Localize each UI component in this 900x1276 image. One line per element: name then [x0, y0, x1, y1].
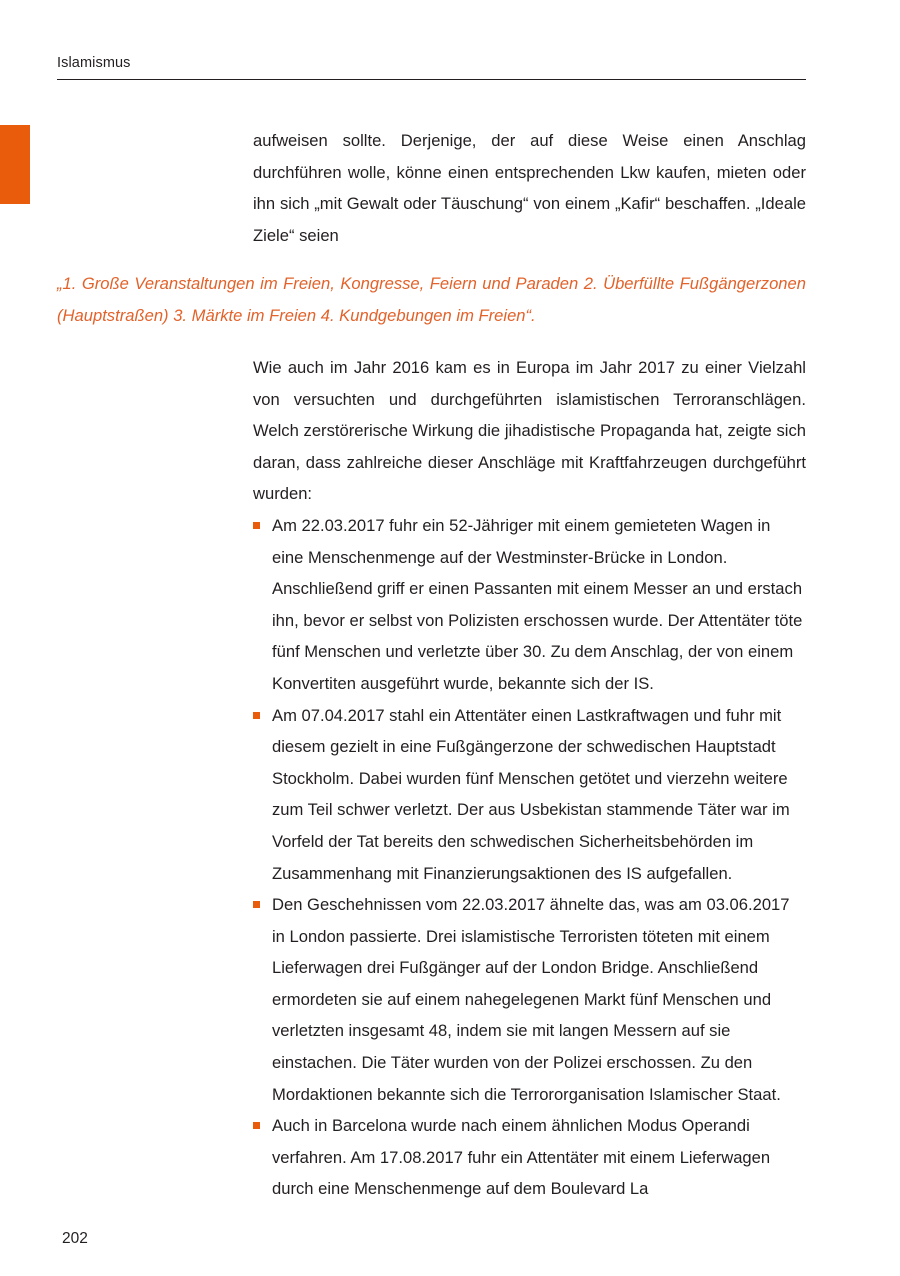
list-item-text: Auch in Barcelona wurde nach einem ähnlichen Modus Operandi verfahren. Am 17.08.2017 fuhr ein Attentäter mit einem Lieferwagen durch eine Menschenmenge auf dem Boulevard La: [272, 1116, 771, 1199]
square-bullet-icon: [253, 712, 260, 719]
pull-quote: „1. Große Veranstaltungen im Freien, Kongresse, Feiern und Paraden 2. Überfüllte Fußgängerzonen (Hauptstraßen) 3. Märkte im Freien 4. Kundgebungen im Freien“.: [57, 274, 806, 325]
square-bullet-icon: [253, 1122, 260, 1129]
list-item: [253, 510, 806, 700]
square-bullet-icon: [253, 522, 260, 529]
running-head-title: Islamismus: [57, 55, 131, 71]
running-head-rule: [57, 79, 806, 80]
body-column-top: [253, 125, 806, 251]
square-bullet-icon: [253, 901, 260, 908]
running-head: [57, 54, 807, 80]
list-item: [253, 700, 806, 890]
body-column-main: [253, 352, 806, 1205]
paragraph-top: aufweisen sollte. Derjenige, der auf diese Weise einen Anschlag durchführen wolle, könne einen entsprechenden Lkw kaufen, mieten oder ihn sich „mit Gewalt oder Täuschung“ von einem „Kafir“ beschaffen. „Ideale Ziele“ seien: [253, 131, 806, 245]
paragraph-after-quote: Wie auch im Jahr 2016 kam es in Europa im Jahr 2017 zu einer Vielzahl von versuchten und durchgeführten islamistischen Terroranschlägen. Welch zerstörerische Wirkung die jihadistische Propaganda hat, zeigte sich daran, dass zahlreiche dieser Anschläge mit Kraftfahrzeugen durchgeführt wurden:: [253, 358, 806, 504]
list-item-text: Den Geschehnissen vom 22.03.2017 ähnelte das, was am 03.06.2017 in London passierte. Drei islamistische Terroristen töteten mit einem Lieferwagen drei Fußgänger auf der London Bridge. Anschließend ermordeten sie auf einem nahegelegenen Markt fünf Menschen und verletzten insgesamt 48, indem sie mit langen Messern auf sie einstachen. Die Täter wurden von der Polizei erschossen. Zu den Mordaktionen bekannte sich die Terrororganisation Islamischer Staat.: [272, 895, 790, 1104]
chapter-tab-marker: [0, 125, 30, 204]
list-item-text: Am 07.04.2017 stahl ein Attentäter einen Lastkraftwagen und fuhr mit diesem gezielt in eine Fußgängerzone der schwedischen Hauptstadt Stockholm. Dabei wurden fünf Menschen getötet und vierzehn weitere zum Teil schwer verletzt. Der aus Usbekistan stammende Täter war im Vorfeld der Tat bereits den schwedischen Sicherheitsbehörden im Zusammenhang mit Finanzierungsaktionen des IS aufgefallen.: [272, 705, 790, 883]
attack-list: [253, 510, 806, 1205]
list-item: [253, 1110, 806, 1205]
page-number: 202: [62, 1230, 88, 1247]
list-item: [253, 889, 806, 1110]
list-item-text: Am 22.03.2017 fuhr ein 52-Jähriger mit einem gemieteten Wagen in eine Menschenmenge auf der Westminster-Brücke in London. Anschließend griff er einen Passanten mit einem Messer an und erstach ihn, bevor er selbst von Polizisten erschossen wurde. Der Attentäter töte fünf Menschen und verletzte über 30. Zu dem Anschlag, der von einem Konvertiten ausgeführt wurde, bekannte sich der IS.: [272, 515, 803, 693]
